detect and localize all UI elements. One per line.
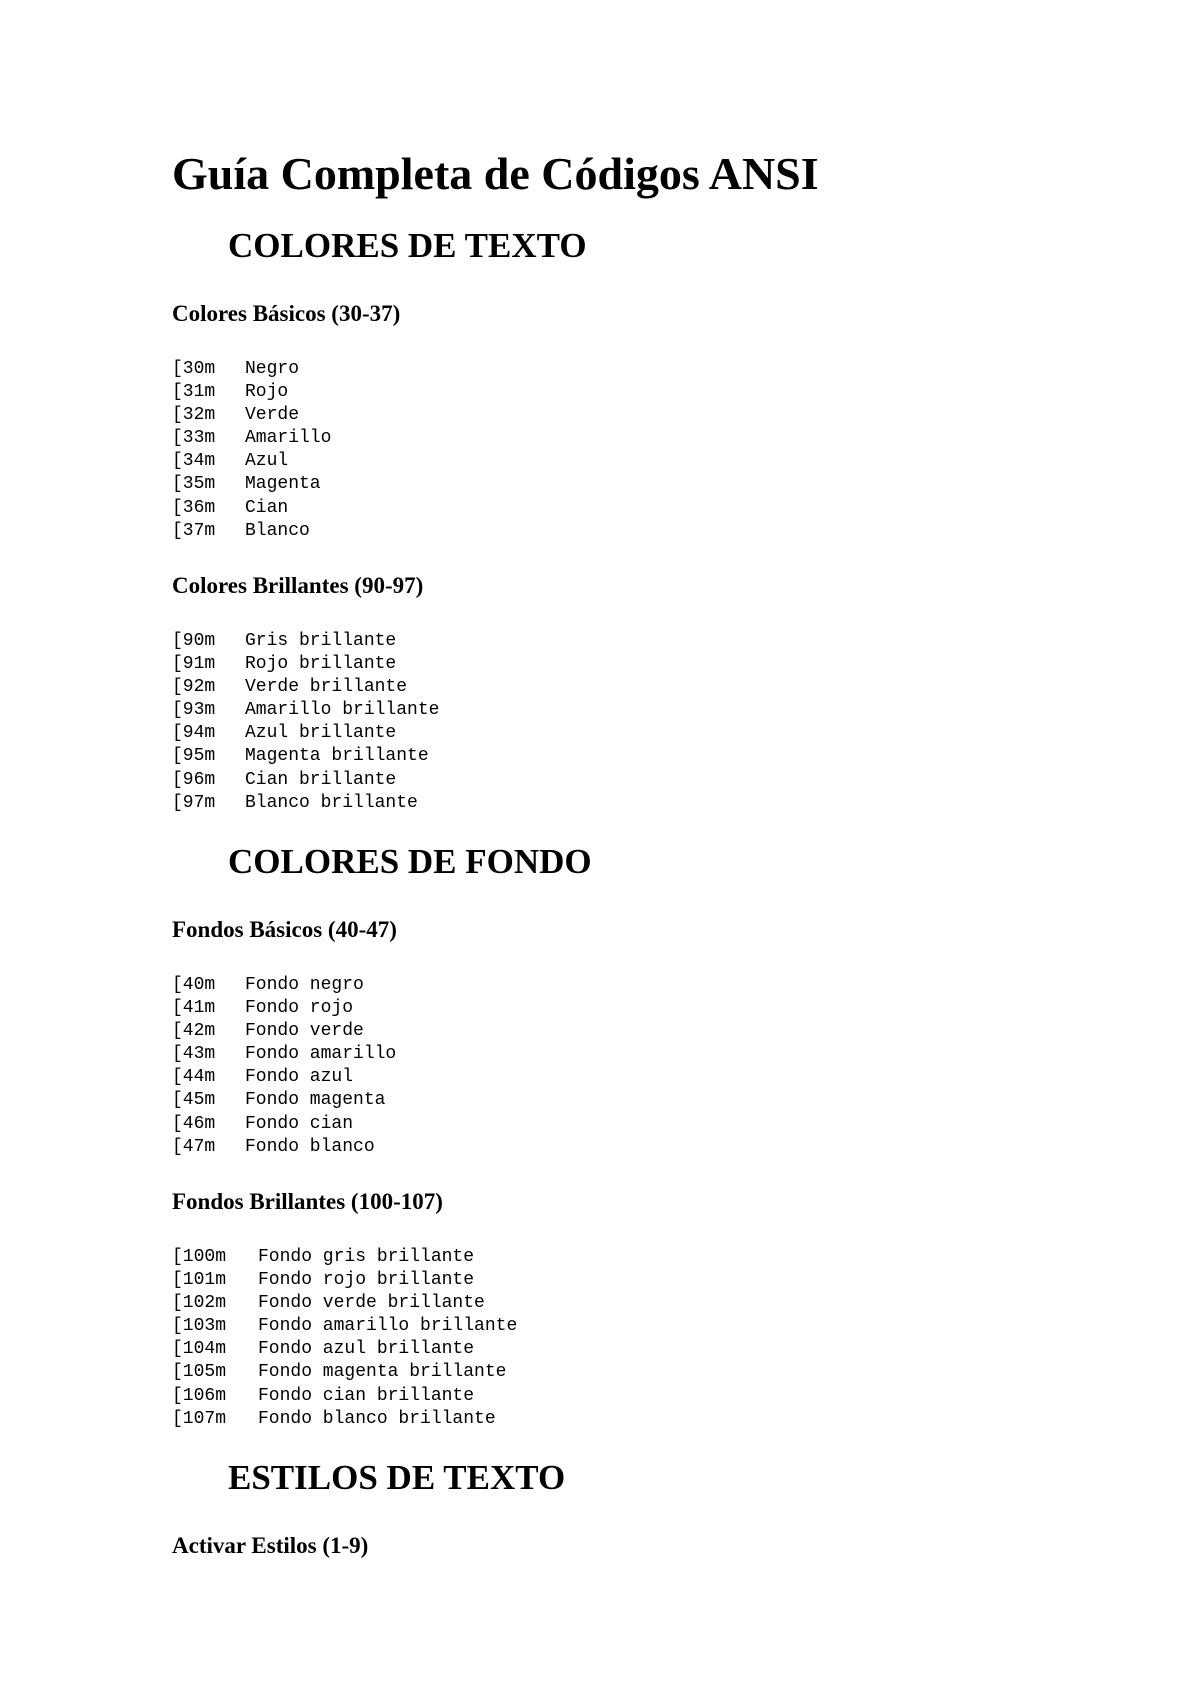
code-list-item <box>172 427 331 450</box>
ansi-code-description: Fondo rojo brillante <box>258 1270 475 1291</box>
ansi-code-description: Fondo verde brillante <box>258 1293 485 1314</box>
ansi-code: [31m <box>172 382 216 403</box>
ansi-code: [94m <box>172 723 216 744</box>
ansi-code: [101m <box>172 1270 227 1291</box>
code-list-item <box>172 1361 517 1384</box>
code-list-item <box>172 1292 517 1315</box>
code-list-item <box>172 630 439 653</box>
ansi-code: [37m <box>172 520 216 541</box>
ansi-code: [33m <box>172 428 216 449</box>
ansi-code: [97m <box>172 792 216 813</box>
code-list-item <box>172 520 331 543</box>
ansi-code-description: Fondo blanco <box>245 1136 375 1157</box>
code-list-basic-text-colors <box>172 358 331 543</box>
ansi-code-description: Azul <box>245 451 289 472</box>
code-list-item <box>172 1338 517 1361</box>
page-title: Guía Completa de Códigos ANSI <box>172 148 819 199</box>
ansi-code: [100m <box>172 1247 227 1267</box>
ansi-code: [36m <box>172 497 216 518</box>
subheading-bright-text-colors: Colores Brillantes (90-97) <box>172 573 424 598</box>
ansi-code-description: Negro <box>245 359 300 379</box>
ansi-code-description: Gris brillante <box>245 631 397 651</box>
code-list-item <box>172 997 396 1020</box>
ansi-code: [43m <box>172 1044 216 1065</box>
ansi-code: [46m <box>172 1113 216 1134</box>
code-list-item <box>172 1043 396 1066</box>
ansi-code-description: Fondo magenta <box>245 1090 386 1111</box>
ansi-code-description: Azul brillante <box>245 723 397 744</box>
ansi-code-description: Fondo blanco brillante <box>258 1408 496 1429</box>
code-list-item <box>172 653 439 676</box>
subheading-activate-styles: Activar Estilos (1-9) <box>172 1533 369 1558</box>
ansi-code: [102m <box>172 1293 227 1314</box>
section-heading-text-colors: COLORES DE TEXTO <box>228 226 587 265</box>
code-list-item <box>172 974 396 997</box>
ansi-code-description: Amarillo <box>245 428 332 449</box>
ansi-code: [34m <box>172 451 216 472</box>
ansi-code: [35m <box>172 474 216 495</box>
code-list-item <box>172 1408 517 1431</box>
ansi-code-description: Fondo azul <box>245 1067 354 1088</box>
code-list-item <box>172 473 331 496</box>
code-list-item <box>172 1066 396 1089</box>
code-list-item <box>172 497 331 520</box>
ansi-code: [106m <box>172 1385 227 1406</box>
code-list-item <box>172 404 331 427</box>
ansi-code-description: Fondo gris brillante <box>258 1247 475 1267</box>
ansi-code-description: Fondo amarillo brillante <box>258 1316 518 1337</box>
ansi-code: [32m <box>172 405 216 426</box>
ansi-code: [44m <box>172 1067 216 1088</box>
code-list-item <box>172 1113 396 1136</box>
ansi-code-description: Fondo cian brillante <box>258 1385 475 1406</box>
ansi-code-description: Verde <box>245 405 300 426</box>
code-list-item <box>172 792 439 815</box>
code-list-item <box>172 745 439 768</box>
subheading-basic-backgrounds: Fondos Básicos (40-47) <box>172 917 397 942</box>
code-list-item <box>172 722 439 745</box>
ansi-code: [93m <box>172 700 216 721</box>
ansi-code-description: Fondo verde <box>245 1021 364 1042</box>
ansi-code-description: Fondo amarillo <box>245 1044 397 1065</box>
ansi-code: [103m <box>172 1316 227 1337</box>
code-list-bright-text-colors <box>172 630 439 815</box>
subheading-basic-text-colors: Colores Básicos (30-37) <box>172 301 401 326</box>
ansi-code: [92m <box>172 677 216 698</box>
ansi-code: [107m <box>172 1408 227 1429</box>
code-list-item <box>172 381 331 404</box>
code-list-bright-backgrounds <box>172 1246 517 1431</box>
ansi-code-description: Blanco brillante <box>245 792 418 813</box>
ansi-code-description: Magenta <box>245 474 321 495</box>
ansi-code-description: Magenta brillante <box>245 746 429 767</box>
ansi-code: [40m <box>172 975 216 995</box>
ansi-code-description: Rojo <box>245 382 289 403</box>
code-list-item <box>172 1136 396 1159</box>
code-list-item <box>172 1315 517 1338</box>
subheading-bright-backgrounds: Fondos Brillantes (100-107) <box>172 1189 443 1214</box>
ansi-code: [104m <box>172 1339 227 1360</box>
ansi-code: [105m <box>172 1362 227 1383</box>
code-list-item <box>172 676 439 699</box>
ansi-code: [91m <box>172 654 216 675</box>
ansi-code-description: Fondo azul brillante <box>258 1339 475 1360</box>
ansi-code-description: Blanco <box>245 520 310 541</box>
section-heading-text-styles: ESTILOS DE TEXTO <box>228 1458 566 1497</box>
ansi-code-description: Fondo negro <box>245 975 364 995</box>
ansi-code-description: Fondo cian <box>245 1113 354 1134</box>
ansi-code: [95m <box>172 746 216 767</box>
ansi-code-description: Rojo brillante <box>245 654 397 675</box>
ansi-code: [41m <box>172 998 216 1019</box>
ansi-code-description: Fondo magenta brillante <box>258 1362 507 1383</box>
ansi-code: [45m <box>172 1090 216 1111</box>
ansi-code-description: Verde brillante <box>245 677 408 698</box>
code-list-item <box>172 450 331 473</box>
code-list-basic-backgrounds <box>172 974 396 1159</box>
ansi-code: [90m <box>172 631 216 651</box>
code-list-item <box>172 1246 517 1269</box>
ansi-code-description: Cian brillante <box>245 769 397 790</box>
code-list-item <box>172 1269 517 1292</box>
ansi-code-description: Cian <box>245 497 289 518</box>
code-list-item <box>172 358 331 381</box>
section-heading-background-colors: COLORES DE FONDO <box>228 842 592 881</box>
code-list-item <box>172 1089 396 1112</box>
code-list-item <box>172 1020 396 1043</box>
ansi-code: [30m <box>172 359 216 379</box>
ansi-code: [42m <box>172 1021 216 1042</box>
code-list-item <box>172 769 439 792</box>
ansi-code: [47m <box>172 1136 216 1157</box>
code-list-item <box>172 1385 517 1408</box>
code-list-item <box>172 699 439 722</box>
ansi-code: [96m <box>172 769 216 790</box>
ansi-code-description: Amarillo brillante <box>245 700 440 721</box>
ansi-code-description: Fondo rojo <box>245 998 354 1019</box>
